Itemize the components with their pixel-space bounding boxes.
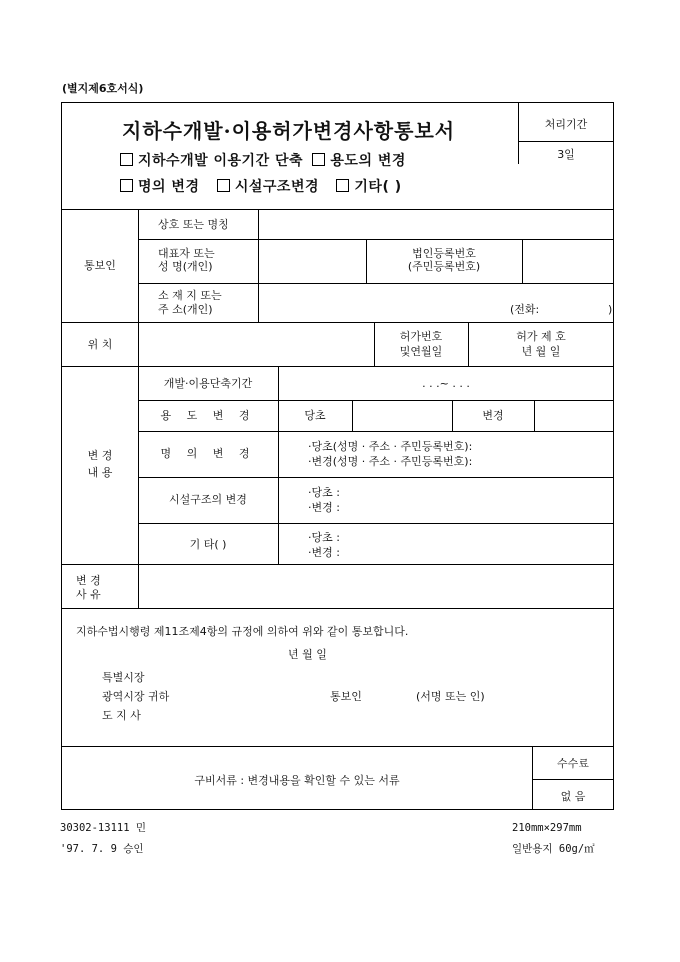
paper-size: 210mm×297mm: [512, 822, 582, 834]
period-reduction-value: . . .~ . . .: [422, 377, 470, 390]
structure-change-before: ·당초 :: [308, 486, 340, 499]
field-column-line: [522, 239, 523, 283]
fee-value: 없 음: [560, 790, 586, 803]
declaration-date: 년 월 일: [288, 648, 327, 661]
row-line: [138, 400, 614, 401]
option-structure-change: 시설구조변경: [234, 179, 320, 195]
section-line: [62, 366, 614, 367]
label-column-line: [138, 366, 139, 564]
form-number-label: (별지제6호서식): [62, 82, 144, 95]
representative-label-2: 성 명(개인): [158, 260, 213, 273]
structure-change-label: 시설구조의 변경: [169, 493, 247, 506]
recipient-special-city: 특별시장: [102, 671, 145, 684]
field-column-line: [374, 322, 375, 366]
checkbox-other[interactable]: [336, 179, 349, 192]
name-change-before: ·당초(성명 · 주소 · 주민등록번호):: [308, 440, 473, 453]
label-column-line: [138, 564, 139, 608]
option-use-change: 용도의 변경: [330, 153, 406, 169]
option-name-change: 명의 변경: [138, 179, 200, 195]
use-after-label: 변경: [482, 409, 504, 422]
checkbox-name-change[interactable]: [120, 179, 133, 192]
representative-label-1: 대표자 또는: [158, 247, 215, 260]
required-documents: 구비서류 : 변경내용을 확인할 수 있는 서류: [194, 774, 400, 787]
location-label: 위 치: [87, 338, 113, 351]
name-change-label: 명 의 변 경: [160, 447, 256, 460]
signature-label: (서명 또는 인): [416, 690, 485, 703]
processing-period-value: 3일: [557, 148, 575, 161]
label-column-line: [138, 209, 139, 322]
use-before-label: 당초: [304, 409, 326, 422]
permit-number: 허가 제 호: [516, 330, 566, 343]
option-other: 기타( ): [354, 179, 402, 195]
declaration-text: 지하수법시행령 제11조제4항의 규정에 의하여 위와 같이 통보합니다.: [76, 625, 409, 638]
section-line: [62, 209, 614, 210]
permit-label-1: 허가번호: [399, 330, 443, 343]
permit-label-2: 및연월일: [399, 345, 443, 358]
field-column-line: [278, 366, 279, 564]
changes-label-2: 내 용: [87, 466, 113, 479]
form-title: 지하수개발·이용허가변경사항통보서: [122, 119, 456, 143]
field-column-line: [258, 209, 259, 322]
corp-number-label-2: (주민등록번호): [407, 260, 481, 273]
permit-date: 년 월 일: [521, 345, 561, 358]
section-line: [62, 564, 614, 565]
corp-number-label-1: 법인등록번호: [412, 247, 476, 260]
approval-date: '97. 7. 9 승인: [60, 843, 144, 855]
fee-divider: [532, 779, 614, 780]
label-column-line: [138, 322, 139, 366]
structure-change-after: ·변경 :: [308, 501, 340, 514]
phone-label: (전화:: [510, 303, 540, 316]
field-column-line: [534, 400, 535, 431]
row-line: [138, 477, 614, 478]
fee-label: 수수료: [557, 757, 589, 770]
section-line: [62, 608, 614, 609]
company-name-label: 상호 또는 명칭: [158, 218, 229, 231]
period-reduction-label: 개발·이용단축기간: [163, 377, 253, 390]
row-line: [138, 431, 614, 432]
row-line: [138, 283, 614, 284]
phone-close: ): [608, 303, 613, 316]
checkbox-period-reduction[interactable]: [120, 153, 133, 166]
option-period-reduction: 지하수개발 이용기간 단축: [138, 153, 304, 169]
reason-label-1: 변 경: [76, 574, 101, 587]
recipient-metro-city: 광역시장 귀하: [102, 690, 170, 703]
address-label-1: 소 재 지 또는: [158, 289, 222, 302]
changes-label-1: 변 경: [87, 449, 113, 462]
notification-form: [61, 102, 614, 810]
other-change-before: ·당초 :: [308, 531, 340, 544]
other-change-after: ·변경 :: [308, 546, 340, 559]
row-line: [138, 523, 614, 524]
checkbox-structure-change[interactable]: [217, 179, 230, 192]
recipient-governor: 도 지 사: [102, 709, 141, 722]
option-row-1: [120, 152, 406, 170]
address-label-2: 주 소(개인): [158, 303, 213, 316]
form-code: 30302-13111 민: [60, 822, 147, 834]
processing-period-label: 처리기간: [544, 118, 588, 131]
checkbox-use-change[interactable]: [312, 153, 325, 166]
reason-label-2: 사 유: [76, 588, 101, 601]
field-column-line: [468, 322, 469, 366]
option-row-2: [120, 178, 402, 196]
row-line: [138, 239, 614, 240]
notifier-label: 통보인: [84, 259, 116, 272]
field-column-line: [352, 400, 353, 431]
name-change-after: ·변경(성명 · 주소 · 주민등록번호):: [308, 455, 473, 468]
use-change-label: 용 도 변 경: [160, 409, 256, 422]
period-divider: [518, 141, 614, 142]
section-line: [62, 322, 614, 323]
paper-type: 일반용지 60g/㎡: [512, 843, 595, 855]
other-change-label: 기 타( ): [189, 538, 227, 551]
declaration-notifier-label: 통보인: [330, 690, 362, 703]
